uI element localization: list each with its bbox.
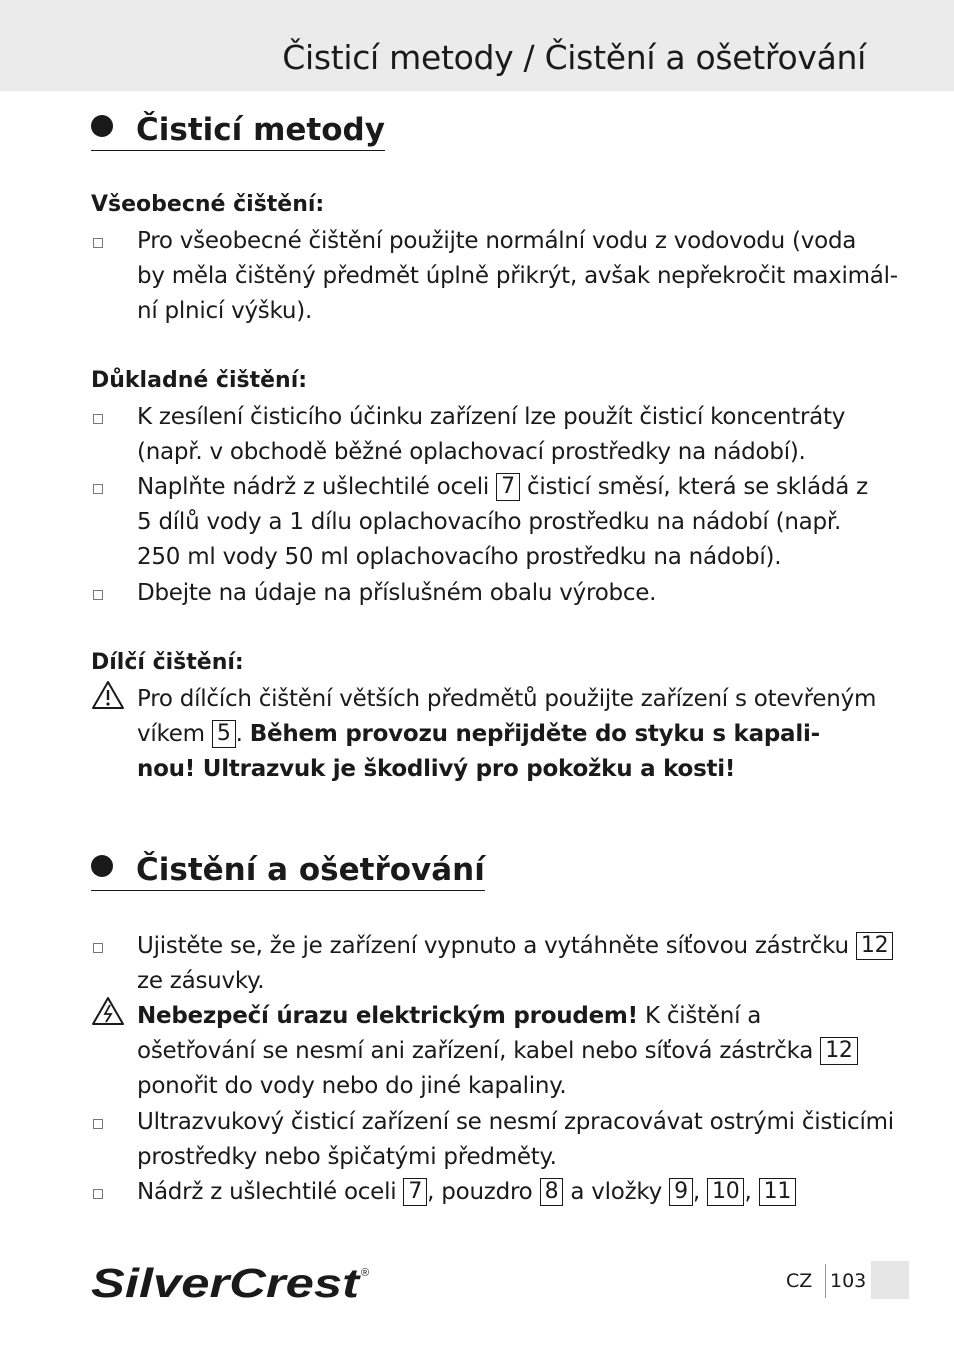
bullet-dot-icon	[91, 855, 113, 877]
warning-text: Nebezpečí úrazu elektrickým proudem!	[137, 1003, 638, 1029]
item-text: víkem	[137, 721, 205, 747]
part-ref-12: 12	[856, 932, 894, 960]
language-code: CZ	[786, 1270, 813, 1292]
item-text: a vložky	[570, 1179, 663, 1205]
thorough-item2-line3: 250 ml vody 50 ml oplachovacího prostředku na nádobí).	[137, 544, 782, 570]
section-heading-text: Čisticí metody	[136, 112, 385, 148]
part-ref-12: 12	[820, 1037, 858, 1065]
part-ref-11: 11	[759, 1178, 797, 1206]
item-text: Ujistěte se, že je zařízení vypnuto a vytáhněte síťovou zástrčku	[137, 933, 849, 959]
list-marker-icon	[93, 414, 103, 424]
partial-line-1: Pro dílčích čištění větších předmětů použijte zařízení s otevřeným	[137, 686, 877, 712]
item-text: Naplňte nádrž z ušlechtilé oceli	[137, 474, 490, 500]
general-line-2: by měla čištěný předmět úplně přikrýt, avšak nepřekročit maximál-	[137, 263, 898, 289]
subheading-general-cleaning: Všeobecné čištění:	[91, 192, 325, 217]
item-text: Nádrž z ušlechtilé oceli	[137, 1179, 397, 1205]
thorough-item1-line2: (např. v obchodě běžné oplachovací prostředky na nádobí).	[137, 439, 806, 465]
list-marker-icon	[93, 1189, 103, 1199]
part-ref-5: 5	[212, 720, 236, 748]
item-text: K čištění a	[644, 1003, 762, 1029]
item-text: čisticí směsí, která se skládá z	[526, 474, 868, 500]
subheading-thorough-cleaning: Důkladné čištění:	[91, 368, 308, 393]
care-item3-line1	[137, 1175, 796, 1210]
warning-triangle-icon	[91, 680, 125, 710]
partial-line-3: nou! Ultrazvuk je škodlivý pro pokožku a kosti!	[137, 756, 736, 782]
brand-text: SilverCrest	[91, 1260, 362, 1306]
thorough-item3: Dbejte na údaje na příslušném obalu výrobce.	[137, 580, 657, 606]
general-line-3: ní plnicí výšku).	[137, 298, 313, 324]
item-text: ,	[744, 1179, 752, 1205]
list-marker-icon	[93, 1119, 103, 1129]
part-ref-9: 9	[669, 1178, 693, 1206]
page-number: 103	[830, 1270, 867, 1292]
list-marker-icon	[93, 943, 103, 953]
care-warning-line1	[137, 999, 761, 1034]
part-ref-8: 8	[540, 1178, 564, 1206]
item-text: , pouzdro	[427, 1179, 533, 1205]
subheading-partial-cleaning: Dílčí čištění:	[91, 650, 244, 675]
section-heading-text: Čistění a ošetřování	[136, 852, 485, 888]
warning-text: Během provozu nepřijděte do styku s kapali-	[249, 721, 820, 747]
care-warning-line3: ponořit do vody nebo do jiné kapaliny.	[137, 1073, 567, 1099]
electric-warning-triangle-icon	[91, 996, 125, 1026]
silvercrest-logo	[91, 1256, 373, 1306]
section-heading-cleaning-methods	[91, 112, 385, 151]
bullet-dot-icon	[91, 115, 113, 137]
care-item1-line2: ze zásuvky.	[137, 968, 265, 994]
footer-divider	[825, 1264, 826, 1298]
thorough-item1-line1: K zesílení čisticího účinku zařízení lze použít čisticí koncentráty	[137, 404, 846, 430]
part-ref-7: 7	[403, 1178, 427, 1206]
care-item2-line2: prostředky nebo špičatými předměty.	[137, 1144, 557, 1170]
page-tab-marker	[871, 1261, 909, 1299]
care-item2-line1: Ultrazvukový čisticí zařízení se nesmí zpracovávat ostrými čisticími	[137, 1109, 894, 1135]
general-line-1: Pro všeobecné čištění použijte normální vodu z vodovodu (voda	[137, 228, 857, 254]
part-ref-10: 10	[707, 1178, 745, 1206]
list-marker-icon	[93, 238, 103, 248]
item-text: .	[235, 721, 243, 747]
partial-line-2	[137, 717, 820, 752]
care-item1-line1	[137, 929, 893, 964]
list-marker-icon	[93, 590, 103, 600]
care-warning-line2	[137, 1034, 858, 1069]
item-text: ošetřování se nesmí ani zařízení, kabel nebo síťová zástrčka	[137, 1038, 814, 1064]
thorough-item2-line1	[137, 470, 868, 505]
part-ref-7: 7	[496, 473, 520, 501]
list-marker-icon	[93, 484, 103, 494]
page-title: Čisticí metody / Čistění a ošetřování	[282, 38, 866, 77]
item-text: ,	[692, 1179, 700, 1205]
thorough-item2-line2: 5 dílů vody a 1 dílu oplachovacího prostředku na nádobí (např.	[137, 509, 842, 535]
section-heading-cleaning-care	[91, 852, 485, 891]
registered-mark: ®	[361, 1267, 370, 1279]
